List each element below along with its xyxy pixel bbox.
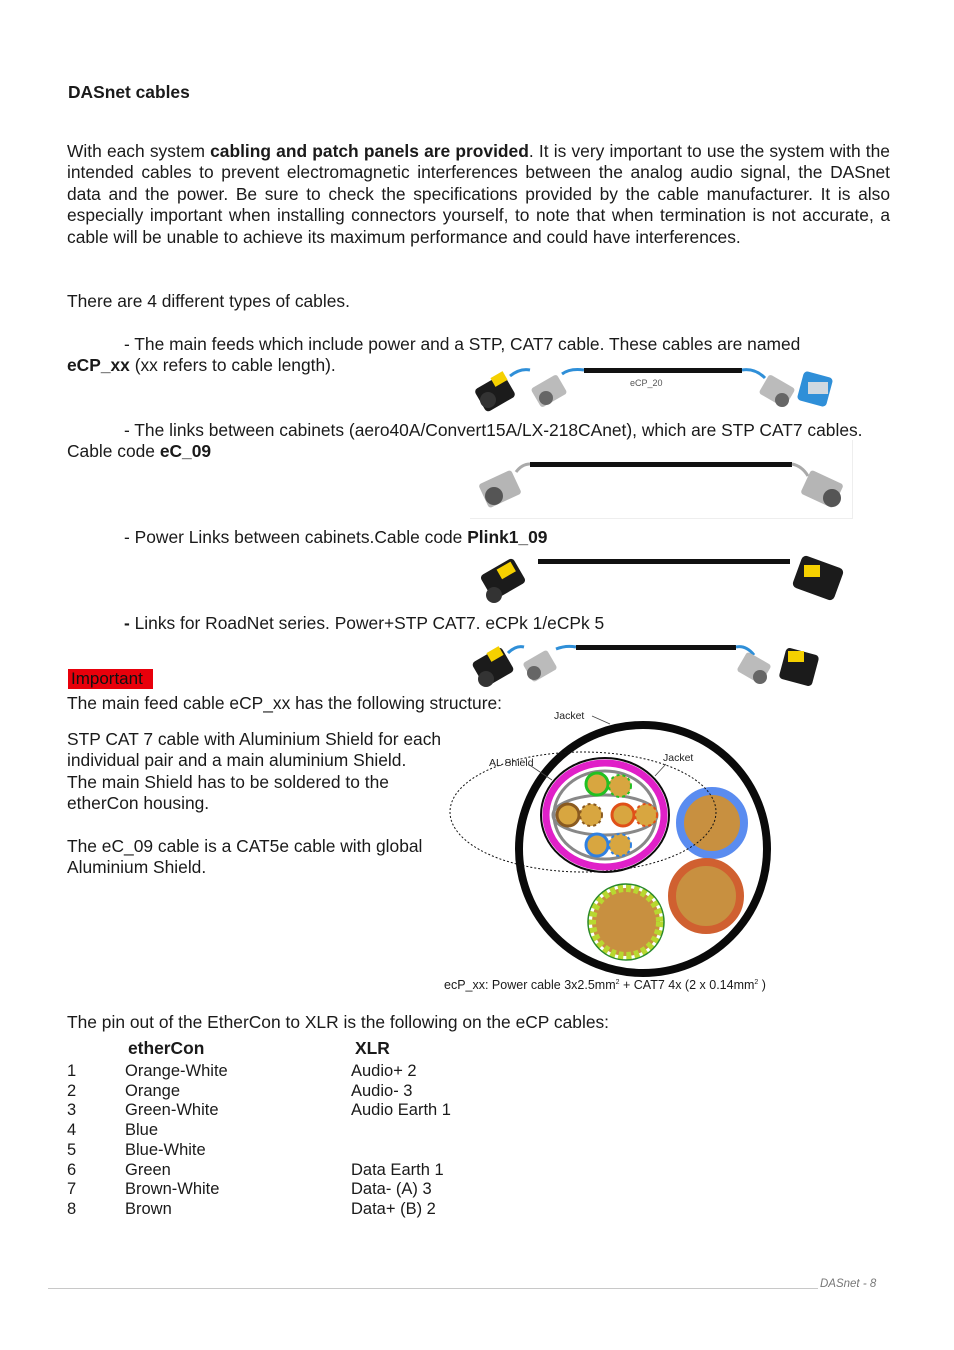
pin-wire-cell: Green [125, 1160, 171, 1179]
page-footer: DASnet - 8 [820, 1278, 877, 1290]
table-row [67, 1200, 511, 1220]
powercon-connector-icon [480, 557, 527, 603]
pinout-table [67, 1062, 511, 1220]
pin-pin-cell: 7 [67, 1180, 77, 1199]
cable-item-ecp: - The main feeds which include power and a STP, CAT7 cable. These cables are named eCP_xx (xx refers to cable length). [67, 334, 801, 376]
table-row [67, 1101, 511, 1121]
cable-item-roadnet: - Links for RoadNet series. Power+STP CAT7. eCPk 1/eCPk 5 [124, 613, 605, 633]
cable-cross-section-diagram [440, 700, 790, 980]
ethercon-connector-icon [531, 374, 568, 408]
ethercon-connector-icon [759, 374, 796, 408]
col-header-xlr: XLR [355, 1038, 390, 1058]
powercon-blue-connector-icon [797, 371, 834, 408]
diagram-caption: ecP_xx: Power cable $3x2.5mm^2 + CAT7$ 4x (2 x $0.14mm^2$ ) [444, 978, 766, 992]
label-jacket-inner: Jacket [663, 752, 694, 764]
pin-xlr-cell [351, 1121, 511, 1141]
pin-wire-cell: Brown [125, 1199, 172, 1218]
power-conductor-earth [592, 888, 660, 956]
section-heading: DASnet cables [68, 82, 190, 102]
pin-xlr-cell: Audio+ 2 [351, 1062, 417, 1080]
ethercon-connector-icon [736, 651, 771, 684]
table-row [67, 1161, 511, 1181]
powercon-connector-icon [778, 647, 819, 687]
types-intro: There are 4 different types of cables. [67, 291, 350, 311]
table-row [67, 1082, 511, 1102]
pin-xlr-cell: Audio Earth 1 [351, 1101, 451, 1120]
ethercon-connector-icon [478, 470, 522, 509]
pin-wire-cell: Blue [125, 1121, 159, 1140]
pin-xlr-cell: Data- (A) 3 [351, 1180, 432, 1199]
table-row [67, 1121, 511, 1141]
pin-wire-cell: Orange-White [125, 1062, 228, 1080]
plink-cable-image [478, 555, 856, 611]
pin-xlr-cell: Audio- 3 [351, 1081, 413, 1100]
important-badge: Important [68, 669, 153, 689]
pin-wire-cell: Orange [125, 1081, 181, 1100]
intro-paragraph: With each system cabling and patch panels are provided. It is very important to use the system with the intended cables to prevent electromagnetic interferences between the analog audio signal, the DASnet data and the power. Be sure to check the specifications provided by the cable manufacturer. It is also especially important when installing connectors yourself, to note that when termination is not accurate, a cable will be unable to achieve its maximum performance and could have interferences. [67, 141, 890, 247]
cable-description: STP CAT 7 cable with Aluminium Shield for each individual pair and a main aluminium Shield. The main Shield has to be soldered to the etherCon housing. The eC_09 cable is a CAT5e cable with global Aluminium Shield. [67, 729, 442, 878]
pin-pin-cell: 1 [67, 1062, 77, 1080]
cable-label-ecp20: eCP_20 [630, 378, 663, 388]
cable-item-plink: - Power Links between cabinets.Cable code Plink1_09 [124, 527, 548, 547]
pin-pin-cell: 6 [67, 1160, 77, 1179]
table-row [67, 1062, 511, 1082]
powercon-connector-icon [792, 555, 845, 601]
pin-wire-cell: Brown-White [125, 1180, 220, 1199]
pin-xlr-cell [351, 1141, 511, 1161]
ethercon-connector-icon [522, 649, 557, 682]
footer-rule [48, 1288, 818, 1289]
cable-item-ec09: - The links between cabinets (aero40A/Convert15A/LX-218CAnet), which are STP CAT7 cables. Cable code eC_09 [67, 420, 863, 462]
table-row [67, 1141, 511, 1161]
pin-wire-cell: Green-White [125, 1101, 219, 1120]
roadnet-cable-image [470, 633, 844, 697]
power-conductor-brown [672, 862, 740, 930]
pin-pin-cell: 8 [67, 1199, 77, 1218]
col-header-ethercon: etherCon [128, 1038, 205, 1058]
pin-pin-cell: 3 [67, 1101, 77, 1120]
structure-text: The main feed cable eCP_xx has the following structure: [67, 693, 502, 713]
label-al-shield: AL Shield [489, 757, 534, 769]
label-jacket-outer: Jacket [554, 710, 585, 722]
powercon-connector-icon [474, 371, 516, 413]
pin-xlr-cell: Data+ (B) 2 [351, 1199, 436, 1218]
pin-pin-cell: 2 [67, 1081, 77, 1100]
pinout-intro: The pin out of the EtherCon to XLR is the following on the eCP cables: [67, 1012, 610, 1032]
pin-wire-cell: Blue-White [125, 1140, 206, 1159]
ecp-cable-image [470, 356, 850, 420]
pin-xlr-cell: Data Earth 1 [351, 1160, 444, 1179]
table-row [67, 1180, 511, 1200]
pin-pin-cell: 4 [67, 1121, 77, 1140]
power-conductor-blue [680, 791, 744, 855]
pin-pin-cell: 5 [67, 1140, 77, 1159]
ec09-cable-image [470, 440, 853, 519]
